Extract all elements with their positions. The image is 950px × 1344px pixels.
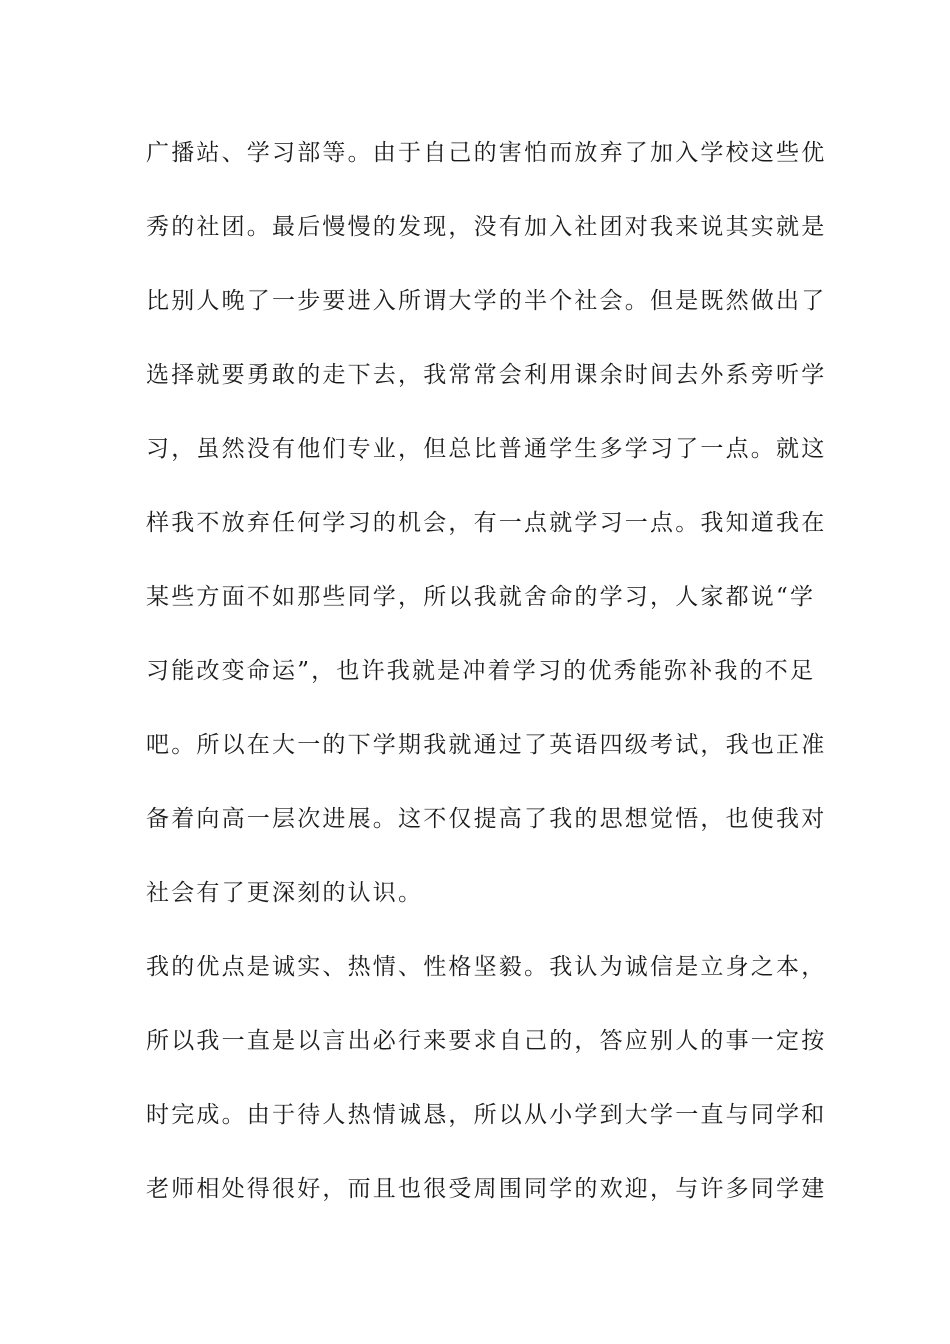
text-line: 我的优点是诚实、热情、性格坚毅。我认为诚信是立身之本， [146,954,827,980]
text-line: 吧。所以在大一的下学期我就通过了英语四级考试，我也正准 [146,732,827,758]
text-line: 所以我一直是以言出必行来要求自己的，答应别人的事一定按 [146,1028,827,1054]
text-line: 习能改变命运”，也许我就是冲着学习的优秀能弥补我的不足 [146,658,816,684]
text-line: 样我不放弃任何学习的机会，有一点就学习一点。我知道我在 [146,510,827,536]
text-line: 某些方面不如那些同学，所以我就舍命的学习，人家都说“学 [146,584,816,610]
text-line: 广播站、学习部等。由于自己的害怕而放弃了加入学校这些优 [146,140,827,166]
text-line: 老师相处得很好，而且也很受周围同学的欢迎，与许多同学建 [146,1176,827,1202]
text-line: 选择就要勇敢的走下去，我常常会利用课余时间去外系旁听学 [146,362,827,388]
text-line: 备着向高一层次进展。这不仅提高了我的思想觉悟，也使我对 [146,806,827,832]
text-line: 时完成。由于待人热情诚恳，所以从小学到大学一直与同学和 [146,1102,827,1128]
text-line: 比别人晚了一步要进入所谓大学的半个社会。但是既然做出了 [146,288,827,314]
text-line: 社会有了更深刻的认识。 [146,880,424,906]
text-line: 秀的社团。最后慢慢的发现，没有加入社团对我来说其实就是 [146,214,827,240]
text-line: 习，虽然没有他们专业，但总比普通学生多学习了一点。就这 [146,436,827,462]
